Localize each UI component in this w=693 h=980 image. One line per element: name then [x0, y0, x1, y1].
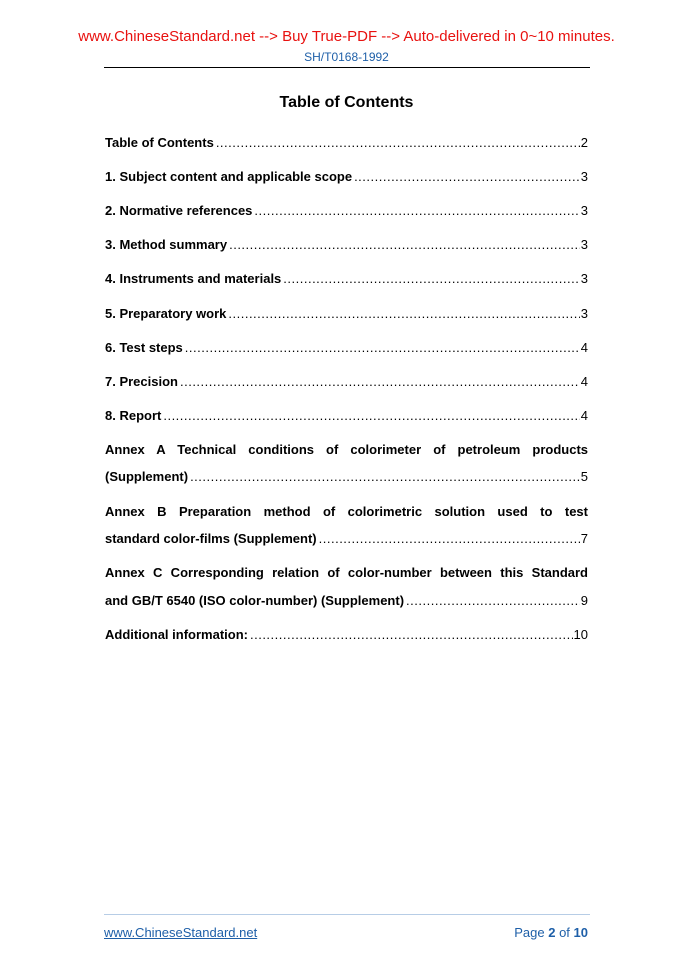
toc-entry-instruments[interactable]	[105, 270, 588, 288]
toc-entry-subject-content[interactable]	[105, 168, 588, 186]
dot-leader	[406, 592, 580, 610]
toc-entry-annex-a-line1[interactable]	[105, 441, 588, 459]
toc-entry-annex-b[interactable]	[105, 530, 588, 548]
toc-entry-label: 8. Report	[105, 408, 162, 423]
toc-entry-precision[interactable]	[105, 373, 588, 391]
toc-entry-label: Annex C Corresponding relation of color-number between this Standard	[105, 565, 588, 580]
dot-leader	[216, 134, 580, 152]
toc-entry-label: 2. Normative references	[105, 203, 253, 218]
document-code: SH/T0168-1992	[304, 50, 389, 64]
toc-entry-test-steps[interactable]	[105, 339, 588, 357]
footer-website-link[interactable]: www.ChineseStandard.net	[104, 925, 258, 940]
toc-entry-page: 3	[580, 306, 588, 321]
toc-entry-report[interactable]	[105, 407, 588, 425]
toc-entry-page: 3	[580, 237, 588, 252]
dot-leader	[228, 305, 579, 323]
toc-entry-annex-c[interactable]	[105, 592, 588, 610]
header-divider	[104, 67, 590, 68]
toc-entry-page: 4	[580, 408, 588, 423]
toc-entry-page: 10	[573, 627, 588, 642]
dot-leader	[250, 626, 573, 644]
dot-leader	[190, 468, 580, 486]
toc-entry-label: Annex B Preparation method of colorimetric solution used to test	[105, 504, 588, 519]
toc-entry-page: 9	[580, 593, 588, 608]
page-indicator	[514, 925, 588, 940]
toc-entry-page: 4	[580, 340, 588, 355]
dot-leader	[319, 530, 580, 548]
page-label: Page	[514, 925, 545, 940]
toc-entry-page: 7	[580, 531, 588, 546]
footer-divider	[104, 914, 590, 915]
dot-leader	[229, 236, 580, 254]
dot-leader	[254, 202, 579, 220]
toc-entry-annex-b-line1[interactable]	[105, 503, 588, 521]
toc-entry-method-summary[interactable]	[105, 236, 588, 254]
promo-banner[interactable]: www.ChineseStandard.net --> Buy True-PDF --> Auto-delivered in 0~10 minutes.	[78, 28, 615, 45]
dot-leader	[185, 339, 580, 357]
toc-entry-page: 3	[580, 169, 588, 184]
dot-leader	[354, 168, 580, 186]
toc-title: Table of Contents	[279, 94, 414, 111]
toc-entry-label: 4. Instruments and materials	[105, 271, 282, 286]
toc-entry-table-of-contents[interactable]	[105, 134, 588, 152]
toc-entry-annex-a[interactable]	[105, 468, 588, 486]
toc-entry-label: Table of Contents	[105, 135, 214, 150]
toc-entry-page: 3	[580, 271, 588, 286]
toc-entry-label: and GB/T 6540 (ISO color-number) (Supplement)	[105, 593, 405, 608]
toc-entry-page: 2	[580, 135, 588, 150]
page-of-label: of	[559, 925, 570, 940]
toc-entry-page: 5	[580, 469, 588, 484]
toc-entry-normative-references[interactable]	[105, 202, 588, 220]
toc-entry-label: 7. Precision	[105, 374, 178, 389]
dot-leader	[163, 407, 579, 425]
toc-entry-annex-c-line1[interactable]	[105, 564, 588, 582]
toc-entry-page: 4	[580, 374, 588, 389]
dot-leader	[283, 270, 579, 288]
toc-entry-label: 3. Method summary	[105, 237, 228, 252]
toc-entry-label: 5. Preparatory work	[105, 306, 227, 321]
toc-entry-preparatory-work[interactable]	[105, 305, 588, 323]
toc-entry-label: standard color-films (Supplement)	[105, 531, 317, 546]
toc-entry-label: 6. Test steps	[105, 340, 183, 355]
toc-entry-additional-information[interactable]	[105, 626, 588, 644]
toc-entry-label: Additional information:	[105, 627, 248, 642]
toc-entry-label: 1. Subject content and applicable scope	[105, 169, 353, 184]
toc-entry-page: 3	[580, 203, 588, 218]
toc-entry-label: Annex A Technical conditions of colorimeter of petroleum products	[105, 442, 588, 457]
toc-entry-label: (Supplement)	[105, 469, 189, 484]
total-pages-number: 10	[573, 925, 588, 940]
dot-leader	[180, 373, 580, 391]
current-page-number: 2	[548, 925, 556, 940]
